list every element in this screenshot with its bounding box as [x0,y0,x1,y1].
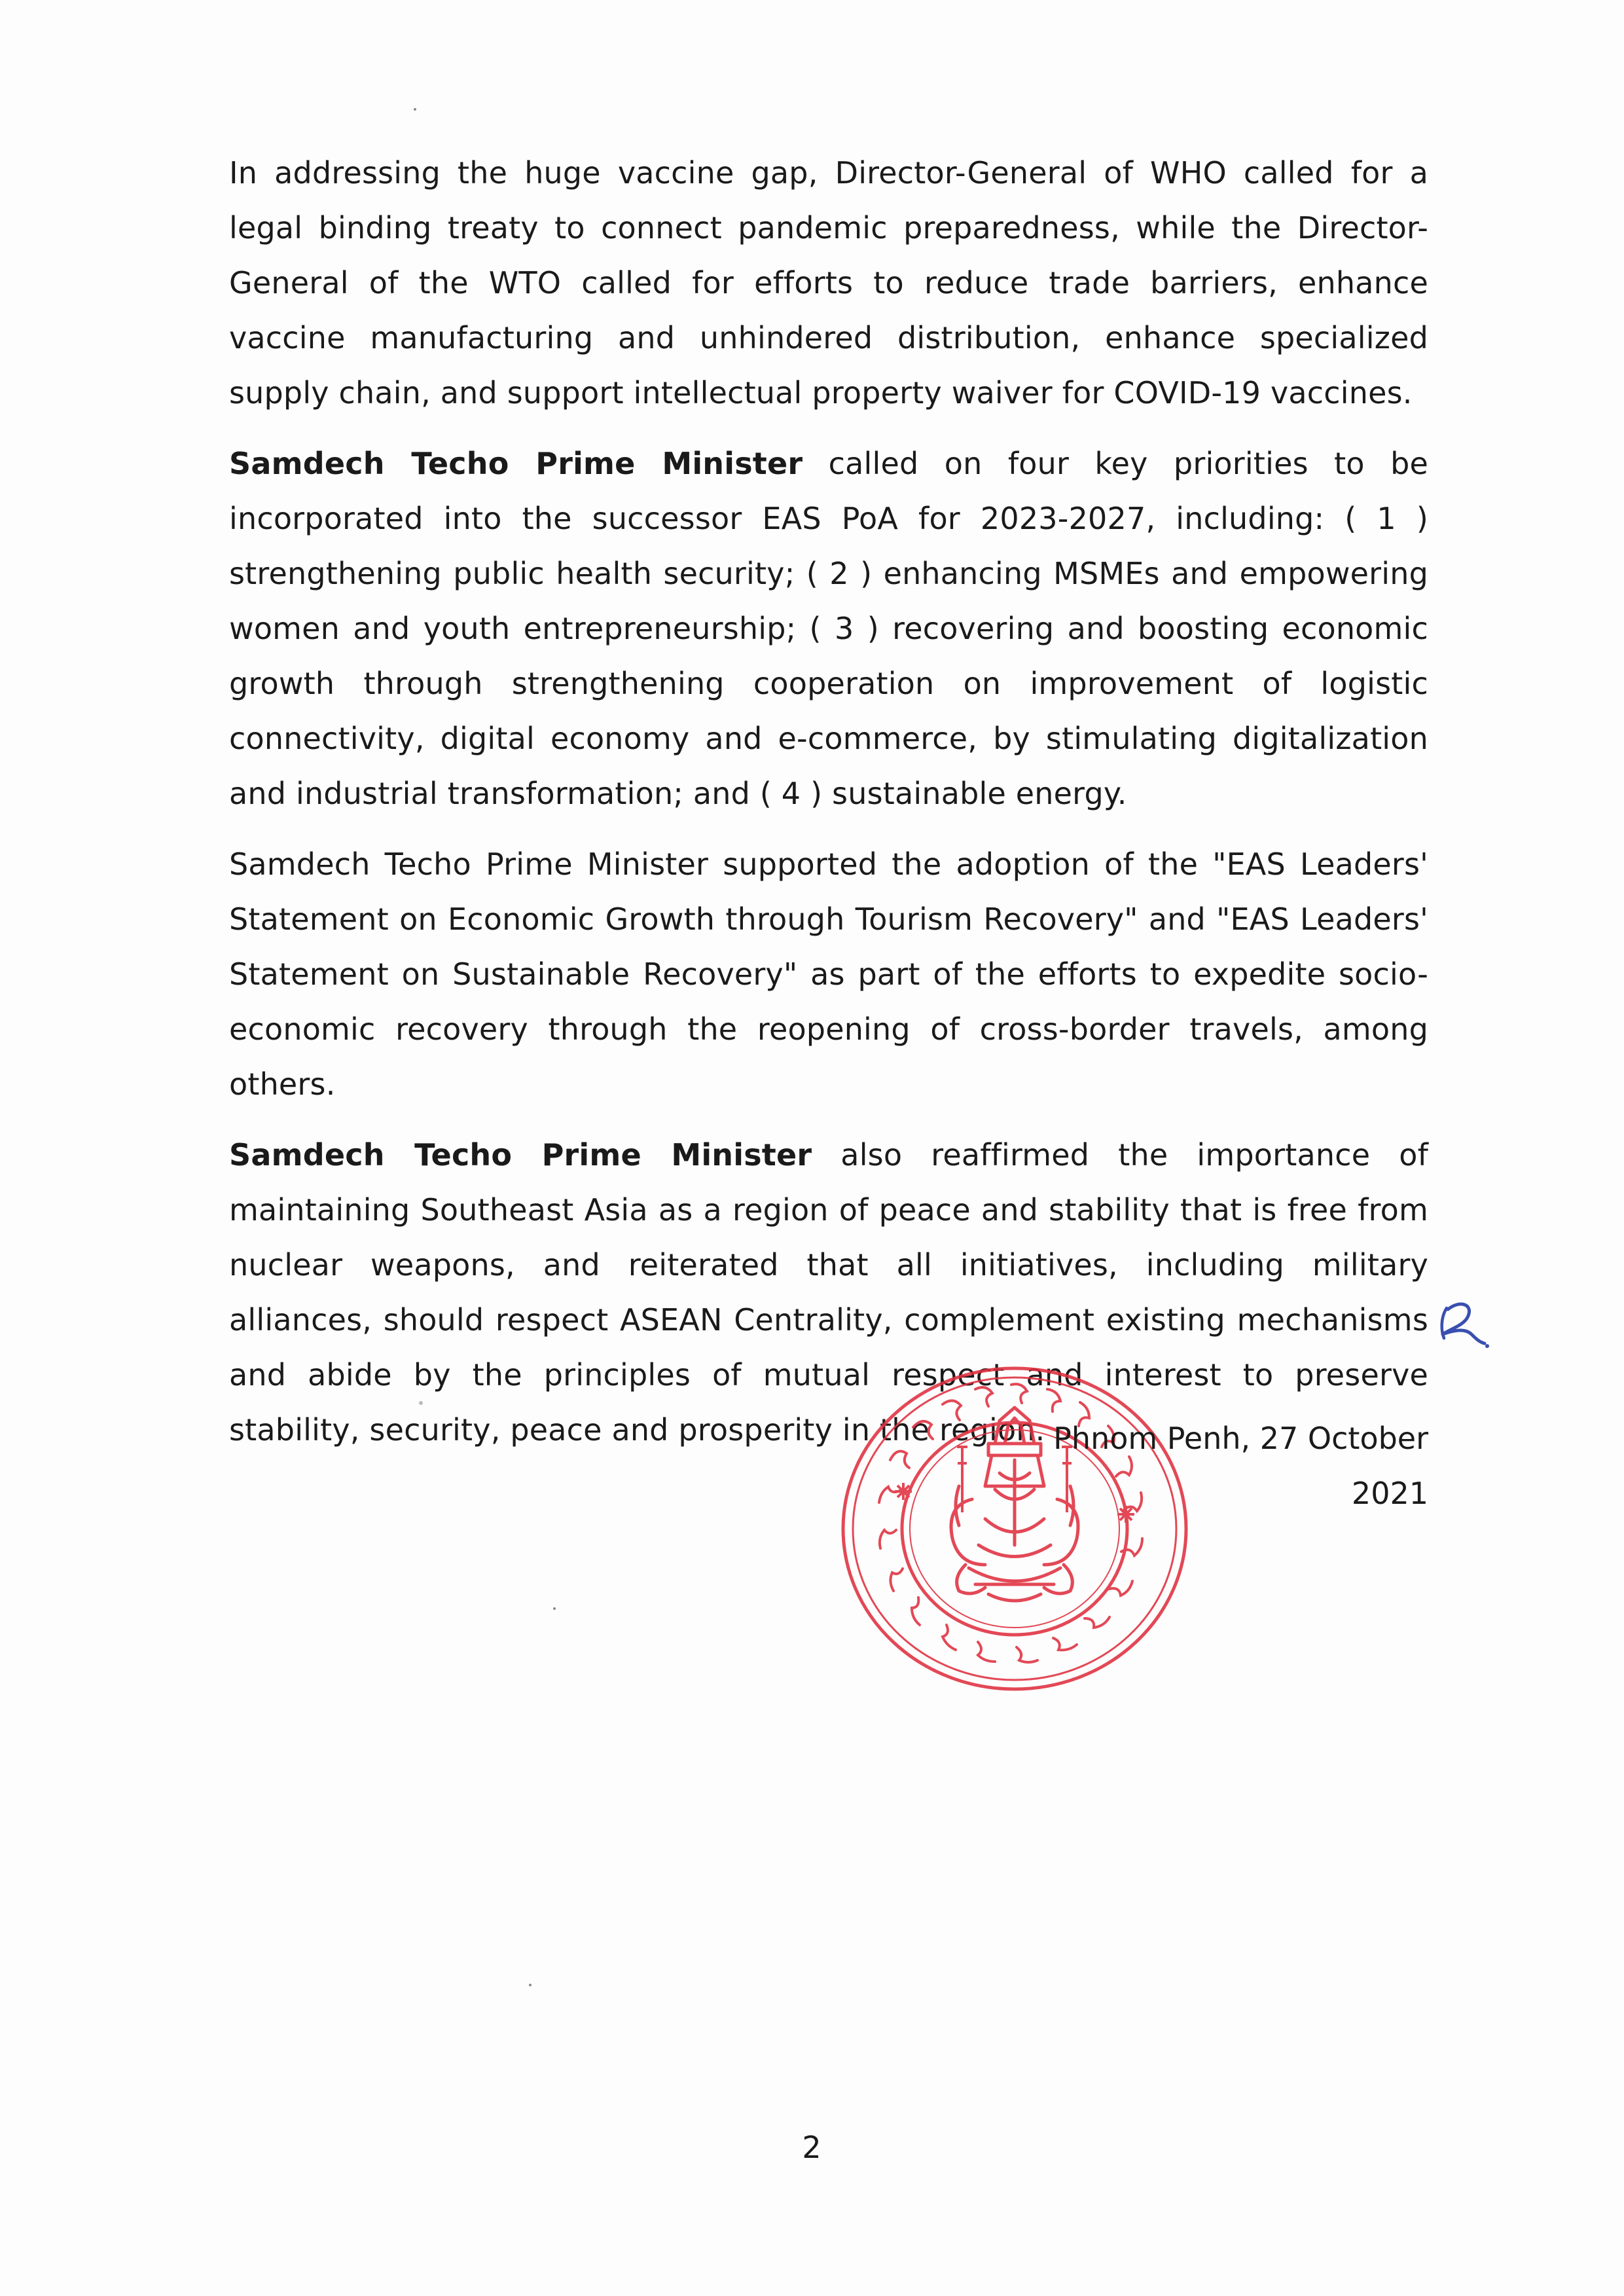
scan-speck [553,1607,556,1610]
scan-speck [529,1984,532,1986]
paragraph-4-run-2: also reaffirmed the importance of maintaining Southeast Asia as a region of peace and stability that is free from nuclear weapons, and reiterated that all initiatives, including military alliances, should respect ASEAN Centrality, complement existing mechanisms and abide by the principles of mutual respect and interest to preserve stability, security, peace and prosperity in the region. [229,1137,1428,1448]
official-red-seal-icon [828,1349,1201,1702]
scan-speck [414,108,416,111]
paragraph-2-run-2: called on four key priorities to be incorporated into the successor EAS PoA for 2023-2027, including: ( 1 ) strengthening public health security; ( 2 ) enhancing MSMEs and empowering women and youth entrepreneurship; ( 3 ) recovering and boosting economic growth through strengthening cooperation on improvement of logistic connectivity, digital economy and e-commerce, by stimulating digitalization and industrial transformation; and ( 4 ) sustainable energy. [229,446,1428,811]
paragraph-3 [229,837,1428,1112]
handwritten-initial-icon [1434,1296,1492,1355]
dateline: Phnom Penh, 27 October 2021 [1053,1421,1428,1511]
paragraph-1 [229,145,1428,420]
paragraph-2-bold-subject: Samdech Techo Prime Minister [229,446,803,481]
paragraph-3-run-1: Samdech Techo Prime Minister supported the adoption of the "EAS Leaders' Statement on Economic Growth through Tourism Recovery" and "EAS Leaders' Statement on Sustainable Recovery" as part of the efforts to expedite socio-economic recovery through the reopening of cross-border travels, among others. [229,847,1428,1102]
page-number: 2 [802,2130,821,2165]
scan-speck [419,1401,423,1405]
paragraph-4-bold-subject: Samdech Techo Prime Minister [229,1137,812,1173]
paragraph-2 [229,436,1428,821]
document-body [229,145,1428,1473]
paragraph-1-run-1: In addressing the huge vaccine gap, Director-General of WHO called for a legal binding treaty to connect pandemic preparedness, while the Director-General of the WTO called for efforts to reduce trade barriers, enhance vaccine manufacturing and unhindered distribution, enhance specialized supply chain, and support intellectual property waiver for COVID-19 vaccines. [229,155,1428,410]
